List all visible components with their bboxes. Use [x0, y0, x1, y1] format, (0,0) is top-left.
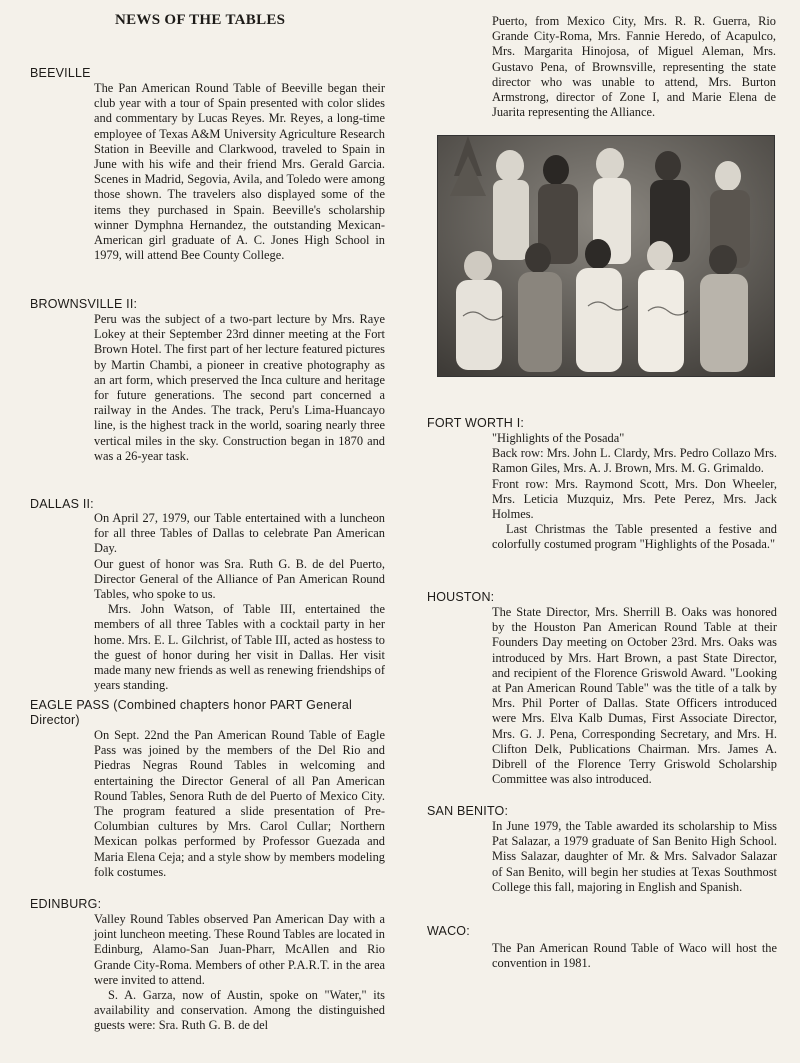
section-heading: SAN BENITO:	[427, 804, 509, 818]
section-text: The Pan American Round Table of Beeville began their club year with a tour of Spain presented with color slides and commentary by Lucas Reyes. Mr. Reyes, a long-time employee of Texas A&M University Agriculture Research Station in Beeville and Clarkwood, traveled to Spain in June with his wife and their friend Mrs. Gerald Garcia. Scenes in Madrid, Segovia, Avila, and Toledo were among those shown. The travelers also displayed some of the items they purchased in Spain. Beeville's scholarship winner Dymphna Hernandez, the outstanding Mexican-American girl graduate of A. C. Jones High School in 1979, will attend Bee County College.	[94, 81, 385, 263]
section-brownsville	[30, 297, 385, 464]
section-text	[492, 431, 777, 553]
paragraph: S. A. Garza, now of Austin, spoke on "Water," its availability and conservation. Among the distinguished guests were: Sra. Ruth G. B. de del	[94, 988, 385, 1033]
section-houston	[427, 590, 777, 787]
paragraph: Mrs. John Watson, of Table III, entertained the members of all three Tables with a cocktail party in her home. Mrs. E. L. Gilchrist, of Table III, acted as hostess to the guest of honor during her visit in Dallas. Her visit made many new friends as well as renewing friendships of years standing.	[94, 602, 385, 693]
caption-title: "Highlights of the Posada"	[492, 431, 625, 445]
group-photograph-icon	[437, 135, 775, 377]
paragraph: Last Christmas the Table presented a festive and colorfully costumed program "Highlights of the Posada."	[492, 522, 777, 552]
paragraph: On April 27, 1979, our Table entertained with a luncheon for all three Tables of Dallas to celebrate Pan American Day.	[94, 511, 385, 556]
section-san-benito	[427, 804, 777, 895]
section-text: The State Director, Mrs. Sherrill B. Oaks was honored by the Houston Pan American Round Table at their Founders Day meeting on October 23rd. Mrs. Oaks was introduced by Mrs. Hart Brown, a past State Director, and recipient of the Florence Griswold Award. "Looking at Pan American Round Table" was the title of a talk by Mrs. Phil Porter of Dallas. State Officers introduced were Mrs. Elva Kalb Dumas, First Associate Director, Mrs. G. J. Pena, Corresponding Secretary, and Mrs. H. Clifton Delk, Publications Chairman. Mrs. James A. Dibrell of the Florence Terry Griswold Scholarship Committee was also introduced.	[492, 605, 777, 787]
section-heading: BEEVILLE	[30, 66, 91, 80]
section-text	[94, 511, 385, 693]
section-heading: WACO:	[427, 924, 470, 938]
paragraph: Valley Round Tables observed Pan American Day with a joint luncheon meeting. These Round Tables are located in Edinburg, Alamo-San Juan-Pharr, McAllen and Rio Grande City-Roma. Members of other P.A.R.T. in the area were invited to attend.	[94, 912, 385, 987]
section-heading: EAGLE PASS (Combined chapters honor PART General Director)	[30, 698, 353, 727]
section-heading: HOUSTON:	[427, 590, 495, 604]
section-text: The Pan American Round Table of Waco will host the convention in 1981.	[492, 941, 777, 971]
section-text: Peru was the subject of a two-part lecture by Mrs. Raye Lokey at their September 23rd dinner meeting at the Fort Brown Hotel. The first part of her lecture featured pictures by Martin Chambi, a pioneer in creative photography as an art form, which preserved the Inca culture and heritage for future generations. The second part concerned a railway in the Andes. The track, Peru's Lima-Huancayo line, is the highest track in the world, soaring nearly three vertical miles in the sky. Construction began in 1870 and was a 26-year task.	[94, 312, 385, 463]
section-heading: FORT WORTH I:	[427, 416, 525, 430]
photo-illustration	[438, 136, 774, 376]
section-text: On Sept. 22nd the Pan American Round Table of Eagle Pass was joined by the members of the Del Rio and Piedras Negras Round Tables in welcoming and entertaining the Director General of all Pan American Round Tables, Senora Ruth de del Puerto of Mexico City. The program featured a slide presentation of Pre-Columbian cultures by Mrs. Carol Cullar; Northern Mexican polkas performed by Professor Guezada and Maria Elena Ceja; and a style show by members modeling folk costumes.	[94, 728, 385, 879]
section-heading: DALLAS II:	[30, 497, 94, 511]
section-heading: BROWNSVILLE II:	[30, 297, 138, 311]
section-waco	[427, 924, 777, 971]
caption-back-row: Back row: Mrs. John L. Clardy, Mrs. Pedro Collazo Mrs. Ramon Giles, Mrs. A. J. Brown, Mrs. M. G. Grimaldo.	[492, 446, 777, 476]
paragraph: Our guest of honor was Sra. Ruth G. B. de del Puerto, Director General of the Alliance of Pan American Round Tables, who spoke to us.	[94, 556, 385, 602]
section-text	[94, 912, 385, 1034]
section-dallas	[30, 497, 385, 693]
section-fort-worth	[427, 416, 777, 553]
section-edinburg	[30, 897, 385, 1034]
section-eagle-pass	[30, 698, 385, 880]
section-heading: EDINBURG:	[30, 897, 102, 911]
section-text: In June 1979, the Table awarded its scholarship to Miss Pat Salazar, a 1979 graduate of San Benito High School. Miss Salazar, daughter of Mr. & Mrs. Salvador Salazar of San Benito, will begin her studies at Texas Southmost College this fall, majoring in English and Spanish.	[492, 819, 777, 894]
page-title: NEWS OF THE TABLES	[115, 12, 286, 28]
continued-text: Puerto, from Mexico City, Mrs. R. R. Guerra, Rio Grande City-Roma, Mrs. Fannie Heredo, of Acapulco, Mrs. Margarita Hinojosa, of Miguel Aleman, Mrs. Gustavo Pena, of Brownsville, representing the state director who was unable to attend, Mrs. Burton Armstrong, director of Zone I, and Marie Elena de Juarita representing the Alliance.	[492, 14, 776, 120]
section-beeville	[30, 66, 385, 263]
caption-front-row: Front row: Mrs. Raymond Scott, Mrs. Don Wheeler, Mrs. Leticia Muzquiz, Mrs. Pete Perez, Mrs. Jack Holmes.	[492, 476, 777, 522]
